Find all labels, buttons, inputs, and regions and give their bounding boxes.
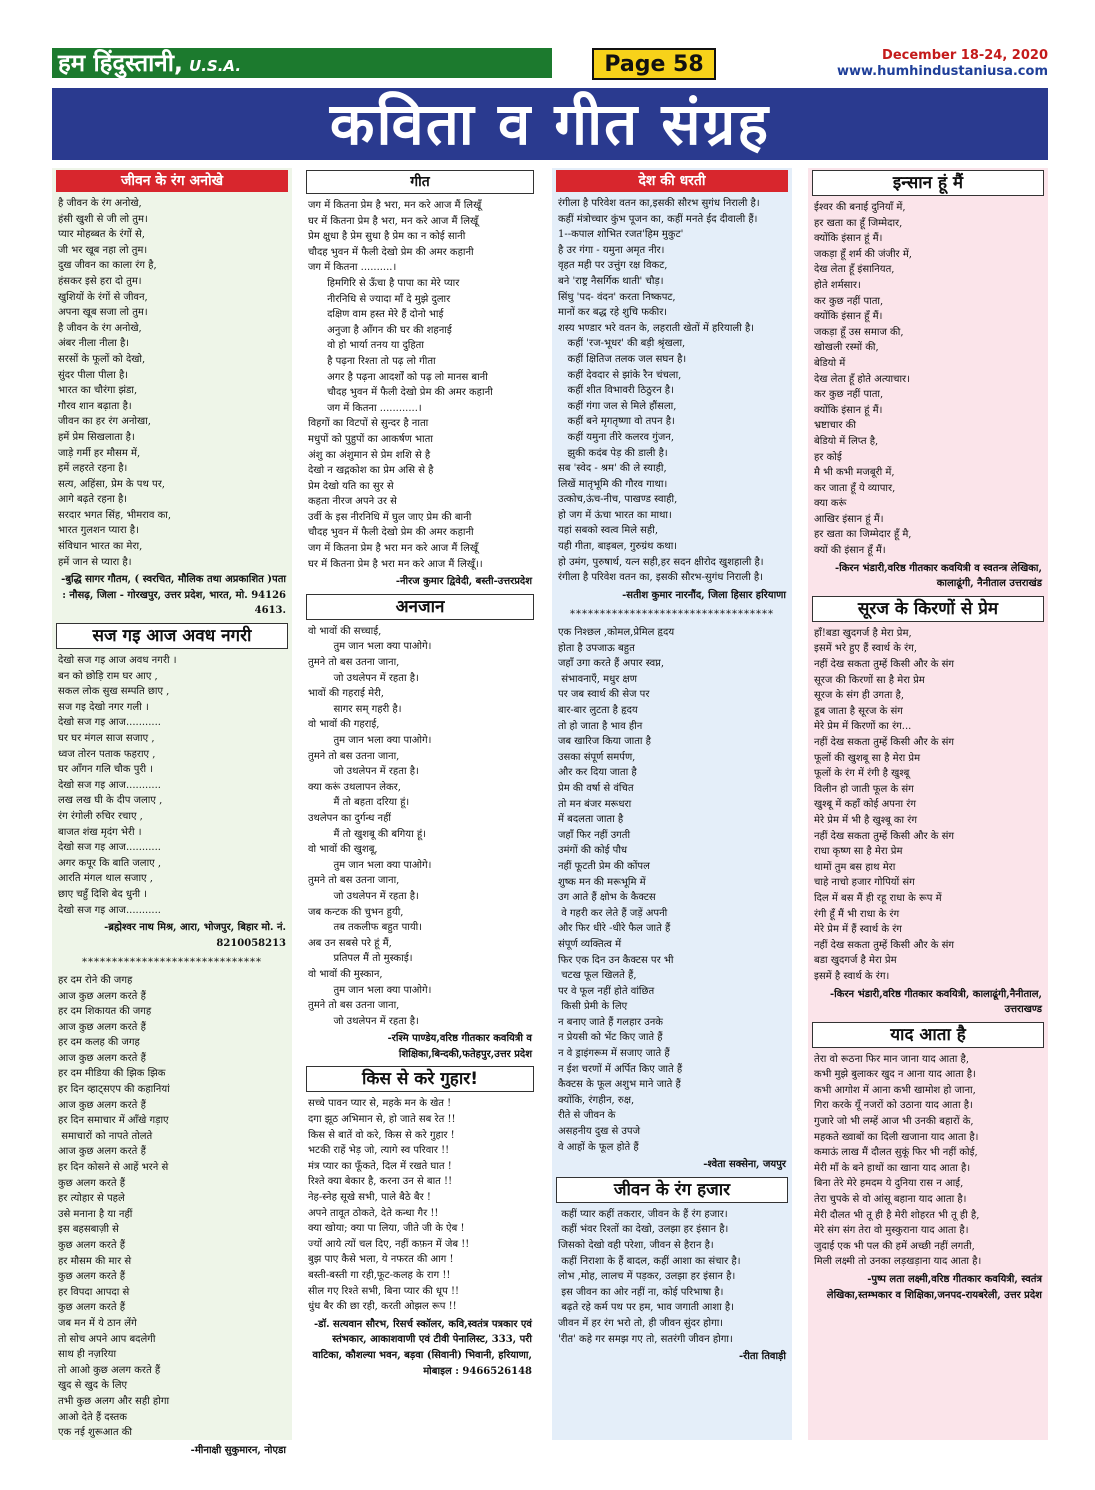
poem-text: कहीं प्यार कहीं तकरार, जीवन के हैं रंग हजार। कहीं भंवर रिश्तों का देखो, उलझा हर इंसान है। जिसको देखो वही परेशा, जीवन से हैरान है। कहीं निराशा के हैं बादल, कहीं आशा का संचार है। लोभ ,मोह, लालच में पड़कर, उलझा हर इंसान है। इस जीवन का ओर नहीं ना, कोई परिभाषा है। बढ़ते रहे कर्म पथ पर हम, भाव जगाती आशा है। जीवन में हर रंग भरो तो, ही जीवन सुंदर होगा। 'रीत' कहे गर समझ गए तो, सतरंगी जीवन होगा। <box>558 1208 741 1345</box>
poem-text: तेरा वो रूठना फिर मान जाना याद आता है, कभी मुझे बुलाकर खुद न आना याद आता है। कभी आगोश में आना कभी खामोश हो जाना, गिरा करके यूँ नजरों को उठाना याद आता है। गुजारे जो भी लम्हें आज भी उनकी बहारों के, महकते ख्वाबों का दिली खजाना याद आता है। कमाऊं लाख मैं दौलत सुकूं फिर भी नहीं कोई, मेरी माँ के बने हाथों का खाना याद आता है। बिना तेरे मेरे हमदम ये दुनिया रास न आई, तेरा चुपके से वो आंसू बहाना याद आता है। मेरी दौलत भी तू ही है मेरी शोहरत भी तू ही है, मेरे संग संग तेरा वो मुस्कुराना याद आता है। जुदाई एक भी पल की हमें अच्छी नहीं लगती, मिली लक्ष्मी तो उनका लड़खड़ाना याद आता है। <box>814 1053 982 1268</box>
separator: ****************************** <box>82 957 262 969</box>
poem-title: जीवन के रंग अनोखे <box>56 170 288 192</box>
issue-date: December 18-24, 2020 <box>882 48 1048 63</box>
poem-author: -रश्मि पाण्डेय,वरिष्ठ गीतकार कवयित्री व शिक्षिका,बिन्दकी,फतेहपुर,उत्तर प्रदेश <box>387 1033 532 1060</box>
poem-text: एक निश्छल ,कोमल,प्रेमिल हृदय होता है उपजाऊ बहुत जहाँ उगा करते हैं अपार स्वप्न, संभावनाएँ, मधुर क्षण पर जब स्वार्थ की सेज पर बार-बार लुटता है हृदय तो हो जाता है भाव हीन जब खारिज किया जाता है उसका संपूर्ण समर्पण, और कर दिया जाता है प्रेम की वर्षा से वंचित तो मन बंजर मरूधरा में बदलता जाता है जहाँ फिर नहीं उगती उमंगों की कोई पौध नहीं फूटती प्रेम की कोंपल शुष्क मन की मरूभूमि में उग आते हैं क्षोभ के कैक्टस वे गहरी कर लेते हैं जड़ें अपनी और फिर धीरे -धीरे फैल जाते हैं संपूर्ण व्यक्तित्व में फिर एक दिन उन कैक्टस पर भी चटख फूल खिलते हैं, पर वे फूल नहीं होते वांछित किसी प्रेमी के लिए न बनाए जाते हैं गलहार उनके न प्रेयसी को भेंट किए जाते हैं न वे ड्राइंगरूम में सजाए जाते हैं न ईश चरणों में अर्पित किए जाते हैं कैक्टस के फूल अशुभ माने जाते हैं क्योंकि, रंगहीन, रुक्ष, रीते से जीवन के असहनीय दुख से उपजे वे आहों के फूल होते हैं <box>558 627 683 1153</box>
masthead <box>52 48 1048 82</box>
column-1 <box>52 168 292 1456</box>
poem-author: -किरन भंडारी,वरिष्ठ गीतकार कवयित्री व स्वतन्त्र लेखिका, कालाढूंगी, नैनीताल उत्तराखंड <box>834 562 1042 590</box>
brand-hindi: हम हिंदुस्तानी, <box>58 49 184 77</box>
poem-title: जीवन के रंग हजार <box>556 1177 788 1203</box>
poem-author: -ब्रह्मेश्वर नाथ मिश्र, आरा, भोजपुर, बिहार मो. नं. 8210058213 <box>104 922 286 949</box>
poem-text: जग में कितना प्रेम है भरा, मन करे आज मैं लिखूँ घर में कितना प्रेम है भरा, मन करे आज मैं लिखूँ प्रेम क्षुधा है प्रेम सुधा है प्रेम का न कोई सानी चौदह भुवन में फैली देखो प्रेम की अमर कहानी जग में कितना ..........। हिमगिरि से ऊँचा है पापा का मेरे प्यार नीरनिधि से ज्यादा माँ दे मुझे दुलार दक्षिण वाम हस्त मेरे हैं दोनो भाई अनुजा है आँगन की घर की शहनाई वो हो भार्या तनय या दुहिता है पढ़ना रिश्ता तो पढ़ लो गीता अगर है पढ़ना आदर्शों को पढ़ लो मानस बानी चौदह भुवन में फैली देखो प्रेम की अमर कहानी जग में कितना ............। विहगों का विटपों से सुन्दर है नाता मधुपों को पुहुपों का आकर्षण भाता अंशु का अंशुमान से प्रेम शशि से है देखो न खद्गकोश का प्रेम असि से है प्रेम देखो यति का सुर से कहता नीरज अपने उर से उर्वी के इस नीरनिधि में घुल जाए प्रेम की बानी चौदह भुवन में फैली देखो प्रेम की अमर कहानी जग में कितना प्रेम है भरा मन करे आज मैं लिखूँ घर में कितना प्रेम है भरा मन करे आज मैं लिखूँ।। <box>308 200 493 570</box>
column-3 <box>552 168 792 1440</box>
poem-title: अनजान <box>306 594 534 620</box>
poem-author: -बुद्धि सागर गौतम, ( स्वरचित, मौलिक तथा अप्रकाशित )पता : नौसढ़, जिला - गोरखपुर, उत्तर प्रदेश, भारत, मो. 94126 4613. <box>61 574 286 617</box>
poem-title: सूरज के किरणों से प्रेम <box>812 596 1044 622</box>
poem-author: -मीनाक्षी सुकुमारन, नोएडा <box>190 1444 286 1456</box>
poem-text: देखो सज गइ आज अवध नगरी । बन को छोड़ि राम घर आए , सकल लोक सुख सम्पति छाए , सज गइ देखो नगर गली । देखो सज गइ आज........... घर घर मंगल साज सजाए , ध्वज तोरन पताक फहराए , घर आँगन गलि चौक पुरी । देखो सज गइ आज........... लख लख घी के दीप जलाए , रंग रंगोली रुचिर रचाए , बाजत शंख मृदंग भेरी । देखो सज गइ आज........... अगर कपूर कि बाति जलाए , आरति मंगल थाल सजाए , छाए चहुँ दिशि बेद धुनी । देखो सज गइ आज........... <box>58 655 177 916</box>
section-title: कविता व गीत संग्रह <box>52 88 1048 160</box>
poem-text: रंगीला है परिवेश वतन का,इसकी सौरभ सुगंध निराली है। कहीं मंत्रोच्चार कुंभ पूजन का, कहीं मनते ईद दीवाली हैं। 1--कपाल शोभित रजत'हिम मुकुट' है उर गंगा - यमुना अमृत नीर। वृहत मही पर उत्तुंग रक्ष विकट, बने 'राष्ट्र नैसर्गिक थाती' चौड़। सिंधु 'पद- वंदन' करता निष्कपट, मानों कर बद्ध रहे शुचि फकीर। शस्य भण्डार भरे वतन के, लहराती खेतों में हरियाली है। कहीं 'रज-भूधर' की बड़ी श्रृंखला, कहीं क्षितिज तलक जल सघन है। कहीं देवदार से झांके रैन चंचला, कहीं शीत विभावरी ठिठुरन है। कहीं गंगा जल से मिले हौंसला, कहीं बने मृगतृष्णा वो तपन है। कहीं यमुना तीरे कलरव गुंजन, झुकी कदंब पेड़ की डाली है। सब 'स्वेद - श्रम' की ले स्याही, लिखें मातृभूमि की गौरव गाथा। उत्कोच,ऊंच-नीच, पाखण्ड स्वाही, हो जग में ऊंचा भारत का माथा। यहां सबको स्वत्व मिले सही, यही गीता, बाइबल, गुरुग्रंथ कथा। हो उमंग, पुरुषार्थ, यत्न सही,हर सदन क्षीरोद खुशहाली है। रंगीला है परिवेश वतन का, इसकी सौरभ-सुगंध निराली है। <box>558 198 764 584</box>
poem-author: -रीता तिवाड़ी <box>739 1351 786 1363</box>
website-link[interactable]: www.humhindustaniusa.com <box>836 64 1048 79</box>
poem-title: सज गइ आज अवध नगरी <box>56 623 288 649</box>
poem-text: वो भावों की सच्चाई, तुम जान भला क्या पाओगे। तुमने तो बस उतना जाना, जो उथलेपन में रहता है। भावों की गहराई मेरी, सागर सम् गहरी है। वो भावों की गहराई, तुम जान भला क्या पाओगे। तुमने तो बस उतना जाना, जो उथलेपन में रहता है। क्या करूं उथलापन लेकर, मैं तो बहता दरिया हूं। उथलेपन का दुर्गन्ध नहीं मैं तो खुशबू की बगिया हूं। वो भावों की खुशबू, तुम जान भला क्या पाओगे। तुमने तो बस उतना जाना, जो उथलेपन में रहता है। जब कन्टक की चुभन हुयी, तब तकलीफ बहुत पायी। अब उन सबसे परे हूं मैं, प्रतिपल मैं तो मुस्काई। वो भावों की मुस्कान, तुम जान भला क्या पाओगे। तुमने तो बस उतना जाना, जो उथलेपन में रहता है। <box>308 625 432 1027</box>
poem-author: -श्वेता सक्सेना, जयपुर <box>703 1159 786 1171</box>
poem-title: इन्सान हूं मैं <box>812 170 1044 196</box>
poem-author: -सतीश कुमार नारनौंद, जिला हिसार हरियाणा <box>622 589 786 601</box>
poem-text: हर दम रोने की जगह आज कुछ अलग करते हैं हर दम शिकायत की जगह आज कुछ अलग करते हैं हर दम कलह की जगह आज कुछ अलग करते हैं हर दम मीडिया की झिक झिक हर दिन व्हाट्सएप की कहानियां आज कुछ अलग करते हैं हर दिन समाचार में आँखे गड़ाए समाचारों को नापते तोलते आज कुछ अलग करते हैं हर दिन कोसने से आहें भरने से कुछ अलग करते हैं हर त्योहार से पहले उसे मनाना है या नहीं इस बहसबाज़ी से कुछ अलग करते हैं हर मौसम की मार से कुछ अलग करते हैं हर विपदा आपदा से कुछ अलग करते हैं जब मन में ये ठान लेंगे तो सोच अपने आप बदलेगी साथ ही नज़रिया तो आओ कुछ अलग करते हैं खुद से खुद के लिए तभी कुछ अलग और सही होगा आओ देते हैं दस्तक एक नई शुरूआत की <box>58 974 170 1439</box>
page-number: Page 58 <box>592 48 716 80</box>
poem-text: हाँ!बडा खुदगर्ज है मेरा प्रेम, इसमें भरे हुए हैं स्वार्थ के रंग, नहीं देख सकता तुम्हें किसी और के संग सूरज की किरणों सा है मेरा प्रेम सूरज के संग ही उगता है, डूब जाता है सूरज के संग मेरे प्रेम में किरणों का रंग... नहीं देख सकता तुम्हें किसी और के संग फूलों की खुशबू सा है मेरा प्रेम फूलों के रंग में रंगी है खुश्बू विलीन हो जाती फूल के संग खुश्बू में कहाँ कोई अपना रंग मेरे प्रेम में भी है खुश्बू का रंग नहीं देख सकता तुम्हें किसी और के संग राधा कृष्ण सा है मेरा प्रेम थामों तुम बस हाथ मेरा चाहे नाचो हजार गोपियों संग दिल में बस मैं ही रहू राधा के रूप में रंगी हूँ मैं भी राधा के रंग मेरे प्रेम में हैं स्वार्थ के रंग नहीं देख सकता तुम्हें किसी और के संग बडा खुदगर्ज है मेरा प्रेम इसमें है स्वार्थ के रंग। <box>814 627 954 982</box>
poem-author: -किरन भंडारी,वरिष्ठ गीतकार कवयित्री, कालाढूंगी,नैनीताल, उत्तराखण्ड <box>830 988 1042 1016</box>
poem-text: है जीवन के रंग अनोखे, हंसी खुशी से जी लो तुम। प्यार मोहब्बत के रंगों से, जी भर खूब नहा लो तुम। दुख जीवन का काला रंग है, हंसकर इसे हरा दो तुम। खुशियों के रंगों से जीवन, अपना खूब सजा लो तुम। है जीवन के रंग अनोखे, अंबर नीला नीला है। सरसों के फूलों को देखो, सुंदर पीला पीला है। भारत का चौरंगा झंडा, गौरव शान बढ़ाता है। जीवन का हर रंग अनोखा, हमें प्रेम सिखलाता है। जाड़े गर्मी हर मौसम में, हमें लहरते रहना है। सत्य, अहिंसा, प्रेम के पथ पर, आगे बढ़ते रहना है। सरदार भगत सिंह, भीमराव का, भारत गुलशन प्यारा है। संविधान भारत का मेरा, हमें जान से प्यारा है। <box>58 198 172 568</box>
poem-author: -पुष्प लता लक्ष्मी,वरिष्ठ गीतकार कवयित्री, स्वतंत्र लेखिका,स्तम्भकार व शिक्षिका,जनपद-रायबरेली, उत्तर प्रदेश <box>826 1274 1042 1301</box>
brand-usa: U.S.A. <box>189 57 242 75</box>
poem-text: ईश्वर की बनाई दुनियाँ में, हर खता का हूँ जिम्मेदार, क्योंकि इंसान हूं मैं। जकड़ा हूँ शर्म की जंजीर में, देख लेता हूँ इंसानियत, होते शर्मसार। कर कुछ नहीं पाता, क्योंकि इंसान हूँ मैं। जकड़ा हूँ उस समाज की, खोखली रस्मों की, बेडियो में देख लेता हूँ होते अत्याचार। कर कुछ नहीं पाता, क्योंकि इंसान हूं मैं। भ्रष्टाचार की बेडियो में लिप्त है, हर कोई मै भी कभी मजबूरी में, कर जाता हूँ ये व्यापार, क्या करूं आखिर इंसान हूं मैं। हर खता का जिम्मेदार हूँ मै, क्यों की इंसान हूँ मैं। <box>814 202 912 557</box>
column-4 <box>808 168 1048 1440</box>
poem-title: देश की धरती <box>556 170 788 192</box>
brand-name <box>52 48 552 78</box>
column-2 <box>302 168 538 1440</box>
poem-title: याद आता है <box>812 1022 1044 1048</box>
poem-title: किस से करे गुहार! <box>306 1066 534 1092</box>
poem-text: सच्चे पावन प्यार से, महके मन के खेत ! दगा झूठ अभिमान से, हो जाते सब रेत !! किस से बातें वो करे, किस से करे गुहार ! भटकी राहें भेड़ जो, त्यागे स्व परिवार !! मंत्र प्यार का फूँकते, दिल में रखते घात ! रिश्ते क्या बेकार है, करना उन से बात !! नेह-स्नेह सूखे सभी, पाले बैठे बैर ! अपने तावूत ठोकते, देते कन्धा गैर !! क्या खोया; क्या पा लिया, जीते जी के ऐब ! ज्यों आये त्यों चल दिए, नहीं कफ़न में जेब !! बुझ पाए कैसे भला, ये नफरत की आग ! बस्ती-बस्ती गा रही,फूट-कलह के राग !! सील गए रिश्ते सभी, बिना प्यार की धूप !! धुंध बैर की छा रही, करती ओझल रूप !! <box>308 1098 470 1313</box>
poem-title: गीत <box>306 170 534 194</box>
issue-info <box>837 48 1048 80</box>
poem-author: -डॉ. सत्यवान सौरभ, रिसर्च स्कॉलर, कवि,स्वतंत्र पत्रकार एवं स्तंभकार, आकाशवाणी एवं टीवी पेनालिस्ट, 333, परी वाटिका, कौशल्या भवन, बड़वा (सिवानी) भिवानी, हरियाणा, मोबाइल : 9466526148 <box>312 1318 532 1377</box>
separator: ********************************** <box>570 609 774 621</box>
poem-author: -नीरज कुमार द्विवेदी, बस्ती-उत्तरप्रदेश <box>395 576 532 588</box>
